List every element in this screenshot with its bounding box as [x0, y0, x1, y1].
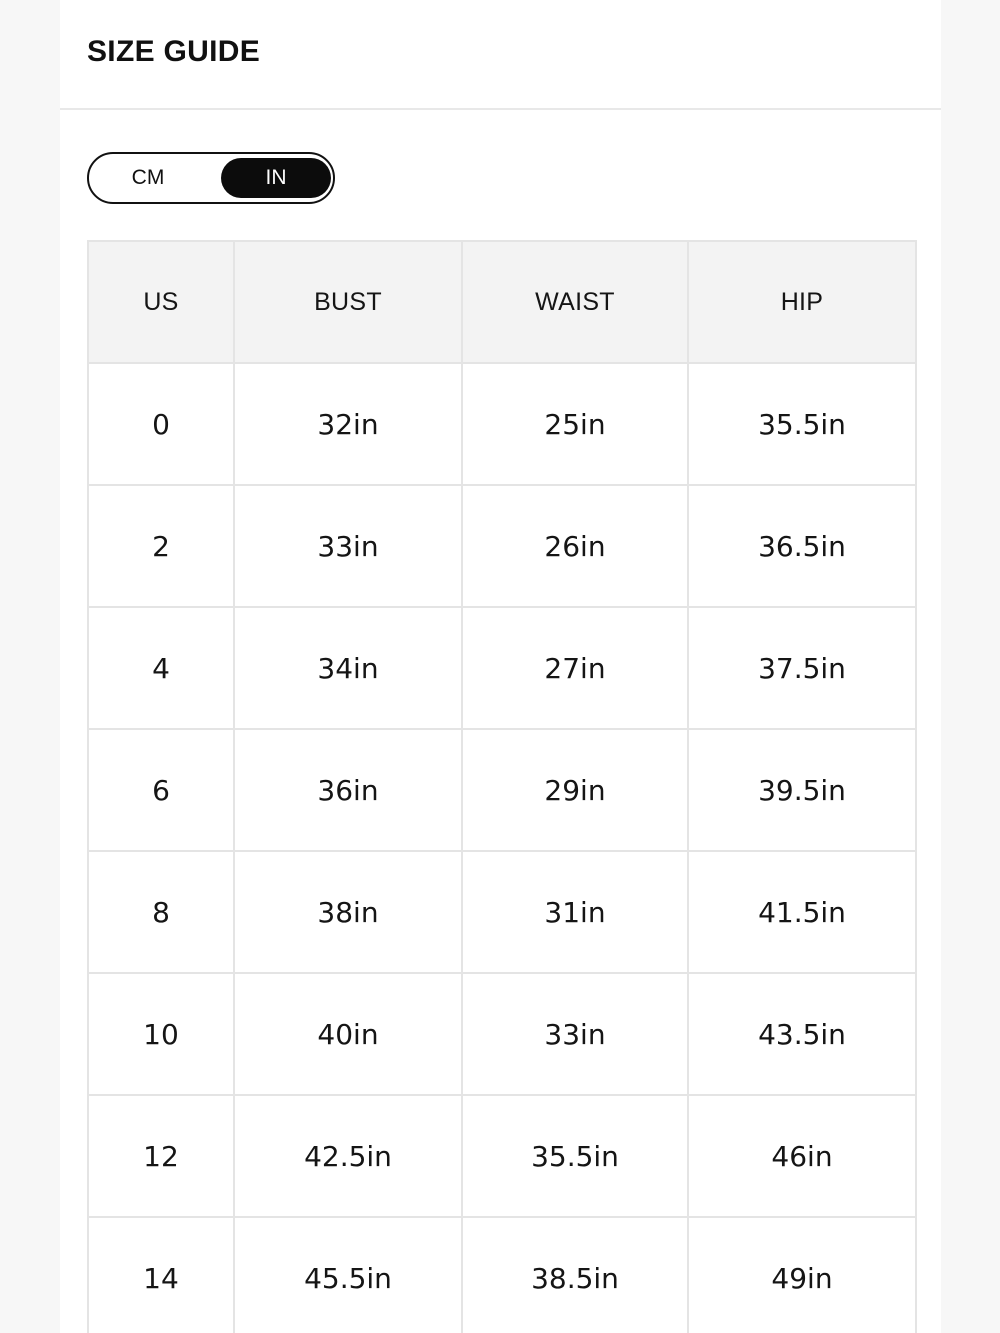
table-row: [88, 485, 916, 607]
cell-us: 10: [88, 973, 234, 1095]
column-header-waist: WAIST: [462, 241, 688, 363]
table-row: [88, 729, 916, 851]
cell-hip: 49in: [688, 1217, 916, 1333]
cell-us: 2: [88, 485, 234, 607]
cell-waist: 25in: [462, 363, 688, 485]
column-header-hip: HIP: [688, 241, 916, 363]
cell-hip: 37.5in: [688, 607, 916, 729]
table-row: [88, 1095, 916, 1217]
table-row: [88, 607, 916, 729]
cell-bust: 33in: [234, 485, 462, 607]
size-table-header: [88, 241, 916, 363]
cell-waist: 38.5in: [462, 1217, 688, 1333]
cell-hip: 46in: [688, 1095, 916, 1217]
cell-us: 0: [88, 363, 234, 485]
cell-bust: 38in: [234, 851, 462, 973]
cell-waist: 26in: [462, 485, 688, 607]
cell-hip: 43.5in: [688, 973, 916, 1095]
cell-us: 6: [88, 729, 234, 851]
table-row: [88, 973, 916, 1095]
cell-hip: 35.5in: [688, 363, 916, 485]
column-header-bust: BUST: [234, 241, 462, 363]
cell-bust: 32in: [234, 363, 462, 485]
panel-header: [60, 0, 941, 110]
table-row: [88, 851, 916, 973]
table-row: [88, 363, 916, 485]
cell-hip: 36.5in: [688, 485, 916, 607]
cell-waist: 31in: [462, 851, 688, 973]
unit-option-cm[interactable]: CM: [131, 166, 165, 189]
cell-waist: 27in: [462, 607, 688, 729]
cell-waist: 29in: [462, 729, 688, 851]
cell-hip: 41.5in: [688, 851, 916, 973]
cell-bust: 42.5in: [234, 1095, 462, 1217]
size-table: [87, 240, 917, 1333]
cell-bust: 36in: [234, 729, 462, 851]
cell-us: 14: [88, 1217, 234, 1333]
unit-toggle[interactable]: [87, 152, 335, 204]
cell-us: 4: [88, 607, 234, 729]
cell-bust: 45.5in: [234, 1217, 462, 1333]
size-table-body: [88, 363, 916, 1333]
unit-option-in[interactable]: IN: [221, 158, 331, 198]
page-title: SIZE GUIDE: [87, 35, 261, 68]
cell-waist: 33in: [462, 973, 688, 1095]
column-header-us: US: [88, 241, 234, 363]
cell-us: 8: [88, 851, 234, 973]
table-row: [88, 1217, 916, 1333]
cell-us: 12: [88, 1095, 234, 1217]
header-row: [88, 241, 916, 363]
cell-bust: 40in: [234, 973, 462, 1095]
size-guide-panel: [60, 0, 941, 1333]
cell-waist: 35.5in: [462, 1095, 688, 1217]
cell-hip: 39.5in: [688, 729, 916, 851]
cell-bust: 34in: [234, 607, 462, 729]
